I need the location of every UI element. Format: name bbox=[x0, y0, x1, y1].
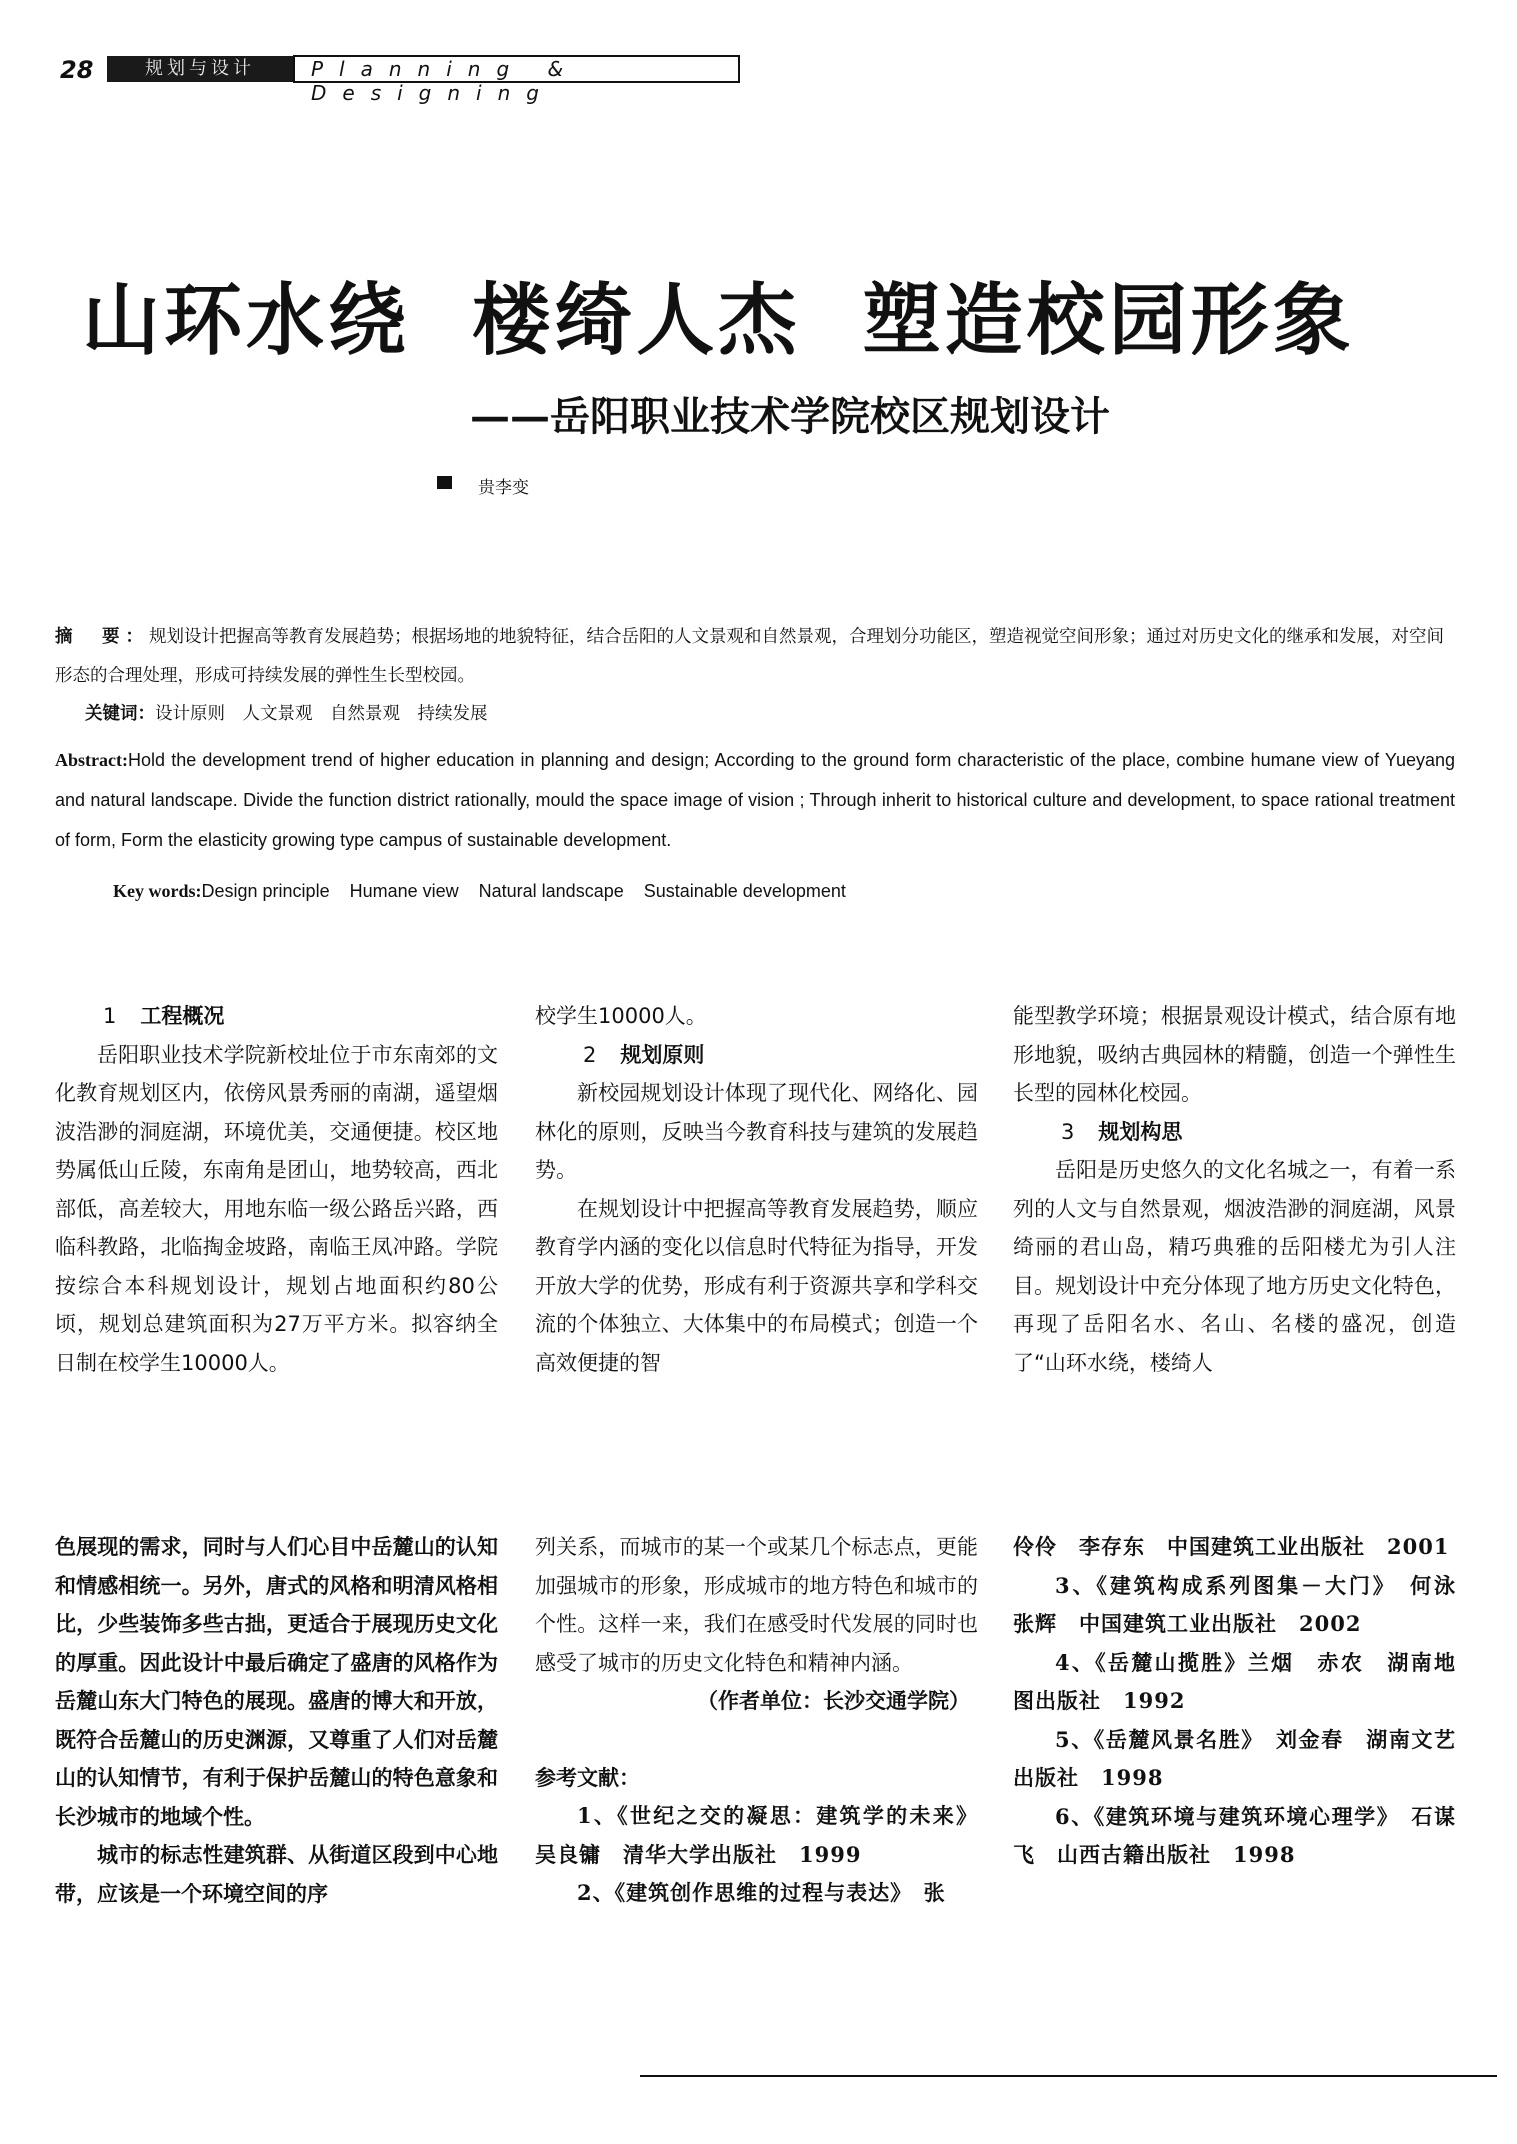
abstract-en-label: Abstract: bbox=[55, 750, 128, 770]
article-subtitle: ——岳阳职业技术学院校区规划设计 bbox=[470, 393, 1110, 440]
abstract-cn bbox=[55, 618, 1455, 696]
paragraph: 列关系，而城市的某一个或某几个标志点，更能加强城市的形象，形成城市的地方特色和城市的个性。这样一来，我们在感受时代发展的同时也感受了城市的历史文化特色和精神内涵。 bbox=[535, 1535, 978, 1675]
reference-item: 伶伶 李存东 中国建筑工业出版社 2001 bbox=[1013, 1534, 1450, 1559]
body-column-4 bbox=[55, 1528, 498, 1913]
body-column-6 bbox=[1013, 1528, 1478, 1875]
references-heading: 参考文献： bbox=[535, 1765, 640, 1790]
paragraph: 新校园规划设计体现了现代化、网络化、园林化的原则，反映当今教育科技与建筑的发展趋势。 bbox=[535, 1081, 978, 1182]
paragraph: 岳阳职业技术学院新校址位于市东南郊的文化教育规划区内，依傍风景秀丽的南湖，遥望烟波浩渺的洞庭湖，环境优美，交通便捷。校区地势属低山丘陵，东南角是团山，地势较高，西北部低，高差较大，用地东临一级公路岳兴路，西临科教路，北临掏金坡路，南临王凤冲路。学院按综合本科规划设计，规划占地面积约80公顷，规划总建筑面积为27万平方米。拟容纳全日制在校学生10000人。 bbox=[55, 1042, 498, 1375]
keywords-cn-text: 设计原则 人文景观 自然景观 持续发展 bbox=[155, 704, 488, 724]
reference-item: 1、《世纪之交的凝思：建筑学的未来》吴良镛 清华大学出版社 1999 bbox=[535, 1803, 978, 1867]
reference-item: 2、《建筑创作思维的过程与表达》 张 bbox=[577, 1880, 946, 1905]
section-heading-3: 3 规划构思 bbox=[1061, 1119, 1183, 1144]
paragraph-continued: 校学生10000人。 bbox=[535, 1004, 707, 1028]
body-column-3 bbox=[1013, 997, 1456, 1382]
reference-item: 6、《建筑环境与建筑环境心理学》 石谋飞 山西古籍出版社 1998 bbox=[1013, 1803, 1456, 1867]
footer-rule bbox=[640, 2075, 1497, 2077]
keywords-en-text: Design principle Humane view Natural landscape Sustainable development bbox=[201, 881, 846, 901]
reference-item: 4、《岳麓山揽胜》兰烟 赤农 湖南地图出版社 1992 bbox=[1013, 1649, 1456, 1713]
reference-item: 5、《岳麓风景名胜》 刘金春 湖南文艺出版社 1998 bbox=[1013, 1726, 1456, 1790]
reference-item: 3、《建筑构成系列图集－大门》 何泳 张辉 中国建筑工业出版社 2002 bbox=[1013, 1572, 1478, 1636]
page-number: 28 bbox=[60, 56, 94, 84]
body-column-2 bbox=[535, 997, 978, 1382]
author-name: 贵李变 bbox=[478, 478, 529, 498]
paragraph-continued: 能型教学环境；根据景观设计模式，结合原有地形地貌，吸纳古典园林的精髓，创造一个弹性生长型的园林化校园。 bbox=[1013, 1004, 1456, 1105]
keywords-cn bbox=[85, 700, 488, 725]
paragraph: 色展现的需求，同时与人们心目中岳麓山的认知和情感相统一。另外，唐式的风格和明清风格相比，少些装饰多些古拙，更适合于展现历史文化的厚重。因此设计中最后确定了盛唐的风格作为岳麓山东大门特色的展现。盛唐的博大和开放，既符合岳麓山的历史渊源，又尊重了人们对岳麓山的认知情节，有利于保护岳麓山的特色意象和长沙城市的地域个性。 bbox=[55, 1535, 498, 1829]
paragraph: 在规划设计中把握高等教育发展趋势，顺应教育学内涵的变化以信息时代特征为指导，开发开放大学的优势，形成有利于资源共享和学科交流的个体独立、大体集中的布局模式；创造一个高效便捷的智 bbox=[535, 1196, 978, 1375]
abstract-en bbox=[55, 740, 1455, 860]
author-affiliation: （作者单位：长沙交通学院） bbox=[697, 1689, 970, 1713]
section-heading-2: 2 规划原则 bbox=[583, 1042, 705, 1067]
paragraph: 城市的标志性建筑群、从街道区段到中心地带，应该是一个环境空间的序 bbox=[55, 1843, 498, 1906]
abstract-en-text: Hold the development trend of higher education in planning and design; According to the ground form characteristic of the place, combine humane view of Yueyang and natural landscape. Divide the function district rationally, mould the space image of vision ; Through inherit to historical culture and development, to space rational treatment of form, Form the elasticity growing type campus of sustainable development. bbox=[55, 750, 1455, 850]
keywords-cn-label: 关键词： bbox=[85, 704, 155, 724]
abstract-cn-text: 规划设计把握高等教育发展趋势；根据场地的地貌特征，结合岳阳的人文景观和自然景观，合理划分功能区，塑造视觉空间形象；通过对历史文化的继承和发展，对空间形态的合理处理，形成可持续发展的弹性生长型校园。 bbox=[55, 627, 1444, 686]
paragraph: 岳阳是历史悠久的文化名城之一，有着一系列的人文与自然景观，烟波浩渺的洞庭湖，风景绮丽的君山岛，精巧典雅的岳阳楼尤为引人注目。规划设计中充分体现了地方历史文化特色，再现了岳阳名水、名山、名楼的盛况，创造了“山环水绕，楼绮人 bbox=[1013, 1158, 1456, 1375]
keywords-en-label: Key words: bbox=[113, 881, 202, 901]
keywords-en bbox=[103, 860, 846, 902]
body-column-1 bbox=[55, 997, 498, 1383]
author-marker-icon bbox=[437, 476, 452, 489]
section-heading-1: 1 工程概况 bbox=[103, 1004, 225, 1028]
section-label-en: Planning & Designing bbox=[293, 55, 740, 83]
body-column-5 bbox=[535, 1528, 978, 1913]
abstract-cn-label: 摘 要： bbox=[55, 627, 149, 647]
section-label-cn: 规划与设计 bbox=[107, 56, 293, 82]
article-title: 山环水绕 楼绮人杰 塑造校园形象 bbox=[82, 275, 1355, 366]
